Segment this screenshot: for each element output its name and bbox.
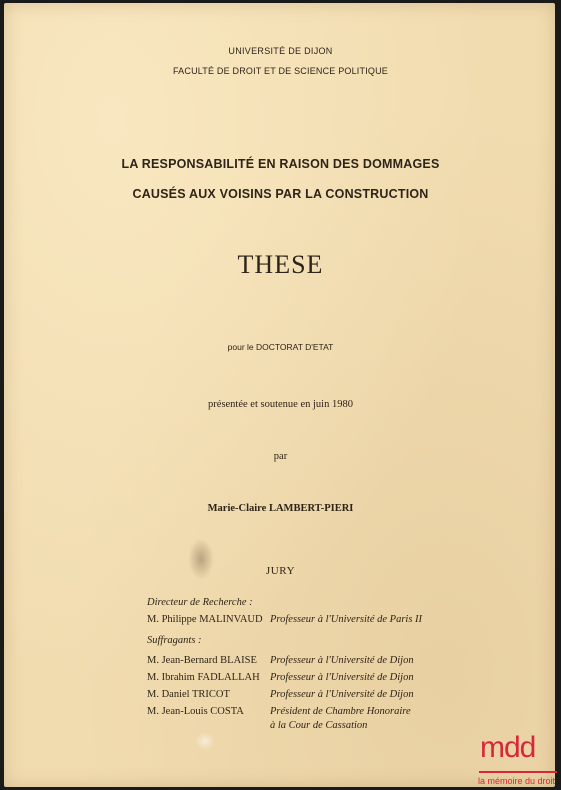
jury-member-role-line2: à la Cour de Cassation — [270, 720, 368, 731]
title-line-1: LA RESPONSABILITÉ EN RAISON DES DOMMAGES — [121, 157, 440, 171]
logo-underline — [479, 771, 557, 773]
author-name: Marie-Claire LAMBERT-PIERI — [207, 503, 354, 514]
title-line-2: CAUSÉS AUX VOISINS PAR LA CONSTRUCTION — [132, 187, 429, 201]
jury-member-role: Professeur à l'Université de Dijon — [270, 655, 414, 666]
jury-member-name: M. Jean-Louis COSTA — [147, 706, 244, 717]
jury-member-name: M. Jean-Bernard BLAISE — [147, 655, 257, 666]
jury-member-name: M. Ibrahim FADLALLAH — [147, 672, 260, 683]
jury-member-role: Professeur à l'Université de Dijon — [270, 672, 414, 683]
defense-date: présentée et soutenue en juin 1980 — [208, 399, 353, 410]
faculty-name: FACULTÉ DE DROIT ET DE SCIENCE POLITIQUE — [172, 66, 389, 76]
mdd-logo — [476, 733, 560, 789]
jury-member-name: M. Daniel TRICOT — [147, 689, 230, 700]
director-name: M. Philippe MALINVAUD — [147, 614, 263, 625]
degree-line: pour le DOCTORAT D'ETAT — [227, 342, 334, 352]
thesis-heading: THESE — [237, 250, 324, 279]
director-label: Directeur de Recherche : — [147, 597, 253, 608]
by-label: par — [273, 451, 288, 462]
jury-member-role: Professeur à l'Université de Dijon — [270, 689, 414, 700]
university-name: UNIVERSITÉ DE DIJON — [228, 46, 333, 56]
jury-heading: JURY — [265, 565, 296, 577]
document-page — [4, 3, 555, 787]
suffragants-label: Suffragants : — [147, 635, 202, 646]
director-role: Professeur à l'Université de Paris II — [270, 614, 423, 625]
logo-tagline: la mémoire du droit — [478, 776, 556, 786]
paper-spot — [195, 732, 215, 750]
jury-member-role: Président de Chambre Honoraire — [270, 706, 411, 717]
logo-mark: mdd — [480, 731, 536, 764]
